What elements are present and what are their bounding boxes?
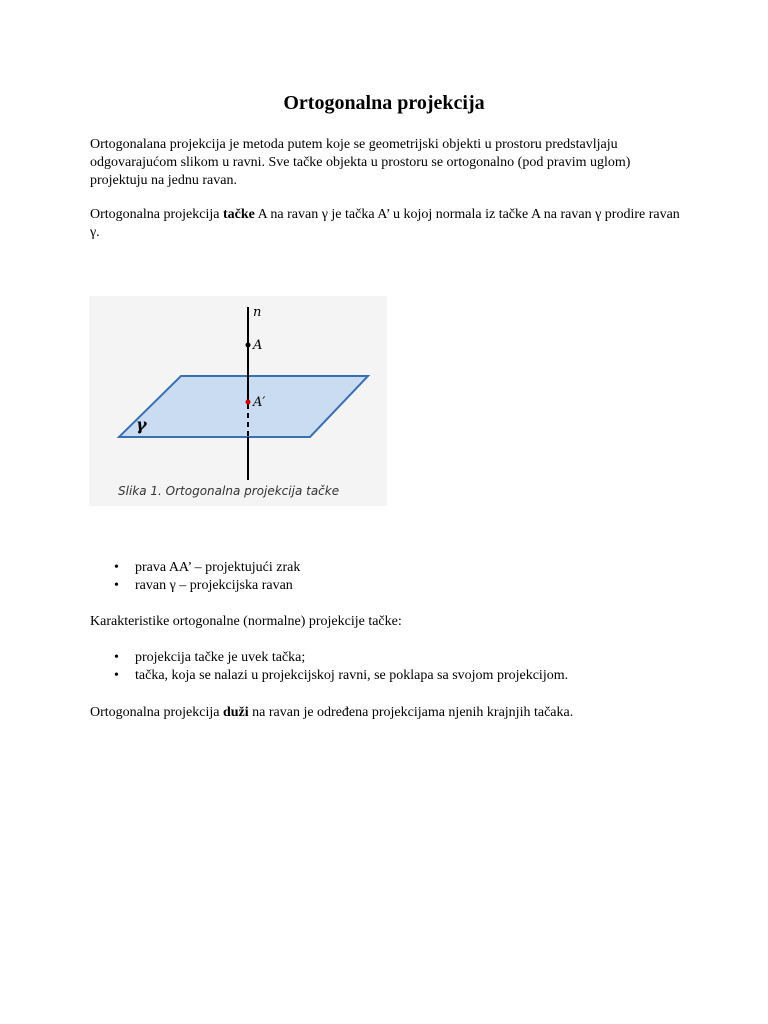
- intro-paragraph: Ortogonalana projekcija je metoda putem koje se geometrijski objekti u prostoru predstavljaju odgovarajućom slikom u ravni. Sve tačke objekta u prostoru se ortogonalno (pod pravim uglom) projektuju na jednu ravan.: [90, 137, 631, 188]
- list-item: [90, 667, 690, 685]
- segment-projection-paragraph: [90, 704, 680, 722]
- point-a-prime: [246, 400, 251, 405]
- terms-list: [90, 559, 690, 595]
- figure-caption: Slika 1. Ortogonalna projekcija tačke: [118, 484, 340, 498]
- point-a: [246, 343, 251, 348]
- bullet-icon: •: [114, 578, 119, 593]
- list-item-text: projekcija tačke je uvek tačka;: [135, 650, 306, 665]
- bold-term: duži: [222, 705, 249, 720]
- point-projection-paragraph: [90, 206, 680, 242]
- projection-figure: [89, 296, 387, 506]
- paragraph-text: A na ravan γ je tačka A’ u kojoj normala iz tačke A na ravan γ prodire ravan γ.: [90, 207, 680, 240]
- bullet-icon: •: [114, 560, 119, 575]
- label-n: n: [253, 305, 262, 320]
- list-item: [90, 577, 690, 595]
- bullet-icon: •: [114, 668, 119, 683]
- paragraph-text: Ortogonalna projekcija: [90, 705, 223, 720]
- list-item: [90, 559, 690, 577]
- projection-plane: [119, 376, 368, 437]
- label-a-prime: A′: [253, 395, 266, 410]
- characteristics-list: [90, 649, 690, 685]
- list-item: [90, 649, 690, 667]
- page-title: Ortogonalna projekcija: [283, 92, 485, 114]
- paragraph-text: Ortogonalna projekcija: [90, 207, 223, 222]
- label-a: A: [253, 338, 263, 353]
- bold-term: tačke: [222, 207, 255, 222]
- list-item-text: tačka, koja se nalazi u projekcijskoj ravni, se poklapa sa svojom projekcijom.: [135, 668, 569, 683]
- projection-diagram: [89, 296, 387, 506]
- paragraph-text: na ravan je određena projekcijama njenih krajnjih tačaka.: [248, 705, 574, 720]
- list-item-text: prava AA’ – projektujući zrak: [135, 560, 301, 575]
- characteristics-paragraph: Karakteristike ortogonalne (normalne) projekcije tačke:: [90, 614, 402, 629]
- list-item-text: ravan γ – projekcijska ravan: [135, 578, 293, 593]
- label-gamma: γ: [136, 415, 147, 434]
- bullet-icon: •: [114, 650, 119, 665]
